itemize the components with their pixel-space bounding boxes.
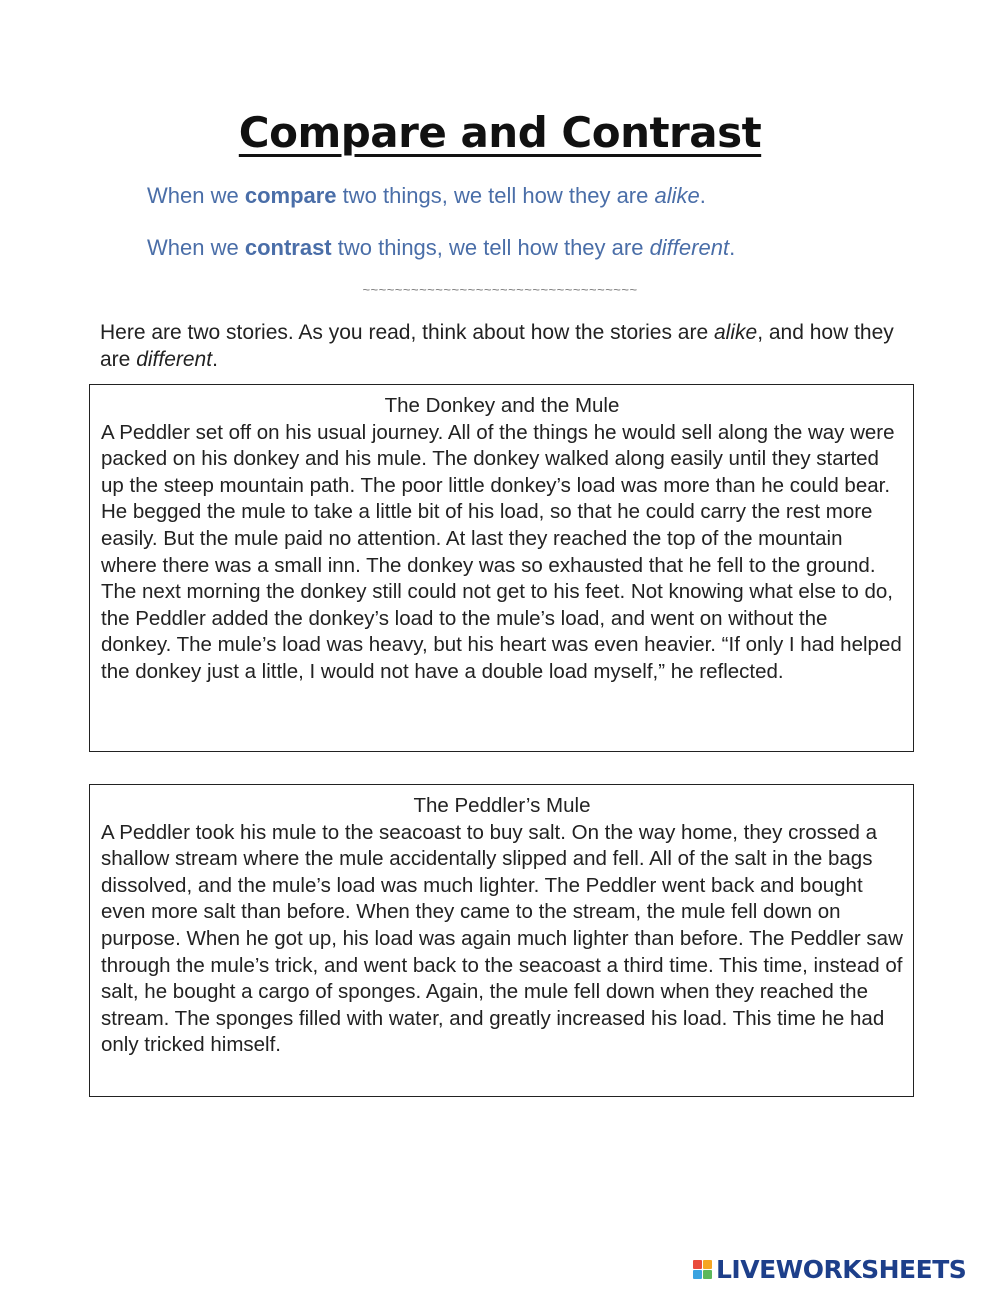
- story-title: The Peddler’s Mule: [413, 794, 591, 817]
- story-title: The Donkey and the Mule: [384, 394, 620, 417]
- separator: ~~~~~~~~~~~~~~~~~~~~~~~~~~~~~~~~~~: [362, 282, 638, 297]
- logo-icon: [693, 1260, 712, 1279]
- story-box-donkey-and-mule: [89, 384, 914, 752]
- logo-text: LIVEWORKSHEETS: [716, 1254, 967, 1284]
- story-text: A Peddler set off on his usual journey. All of the things he would sell along the way were packed on his donkey and his mule. The donkey walked along easily until they started up the steep mountain path. The poor little donkey’s load was more than he could bear. He begged the mule to take a little bit of his load, so that he could carry the rest more easily. But the mule paid no attention. At last they reached the top of the mountain where there was a small inn. The donkey was so exhausted that he fell to the ground. The next morning the donkey still could not get to his feet. Not knowing what else to do, the Peddler added the donkey’s load to the mule’s load, and went on without the donkey. The mule’s load was heavy, but his heart was even heavier. “If only I had helped the donkey just a little, I would not have a double load myself,” he reflected.: [101, 420, 902, 683]
- contrast-definition: When we contrast two things, we tell how they are different.: [147, 235, 736, 260]
- contrast-term: contrast: [244, 235, 332, 260]
- story-text: A Peddler took his mule to the seacoast to buy salt. On the way home, they crossed a shallow stream where the mule accidentally slipped and fell. All of the salt in the bags dissolved, and the mule’s load was much lighter. The Peddler went back and bought even more salt than before. When they came to the stream, the mule fell down on purpose. When he got up, his load was again much lighter than before. The Peddler saw through the mule’s trick, and went back to the seacoast a third time. This time, instead of salt, he bought a cargo of sponges. Again, the mule fell down when they reached the stream. The sponges filled with water, and greatly increased his load. This time he had only tricked himself.: [101, 820, 903, 1057]
- story-box-peddlers-mule: [89, 784, 914, 1097]
- intro-text: Here are two stories. As you read, think about how the stories are alike, and how they are different.: [100, 321, 894, 371]
- compare-definition: When we compare two things, we tell how they are alike.: [147, 183, 706, 208]
- liveworksheets-logo[interactable]: [693, 1254, 966, 1284]
- page-title: Compare and Contrast: [238, 108, 762, 157]
- compare-term: compare: [244, 183, 337, 208]
